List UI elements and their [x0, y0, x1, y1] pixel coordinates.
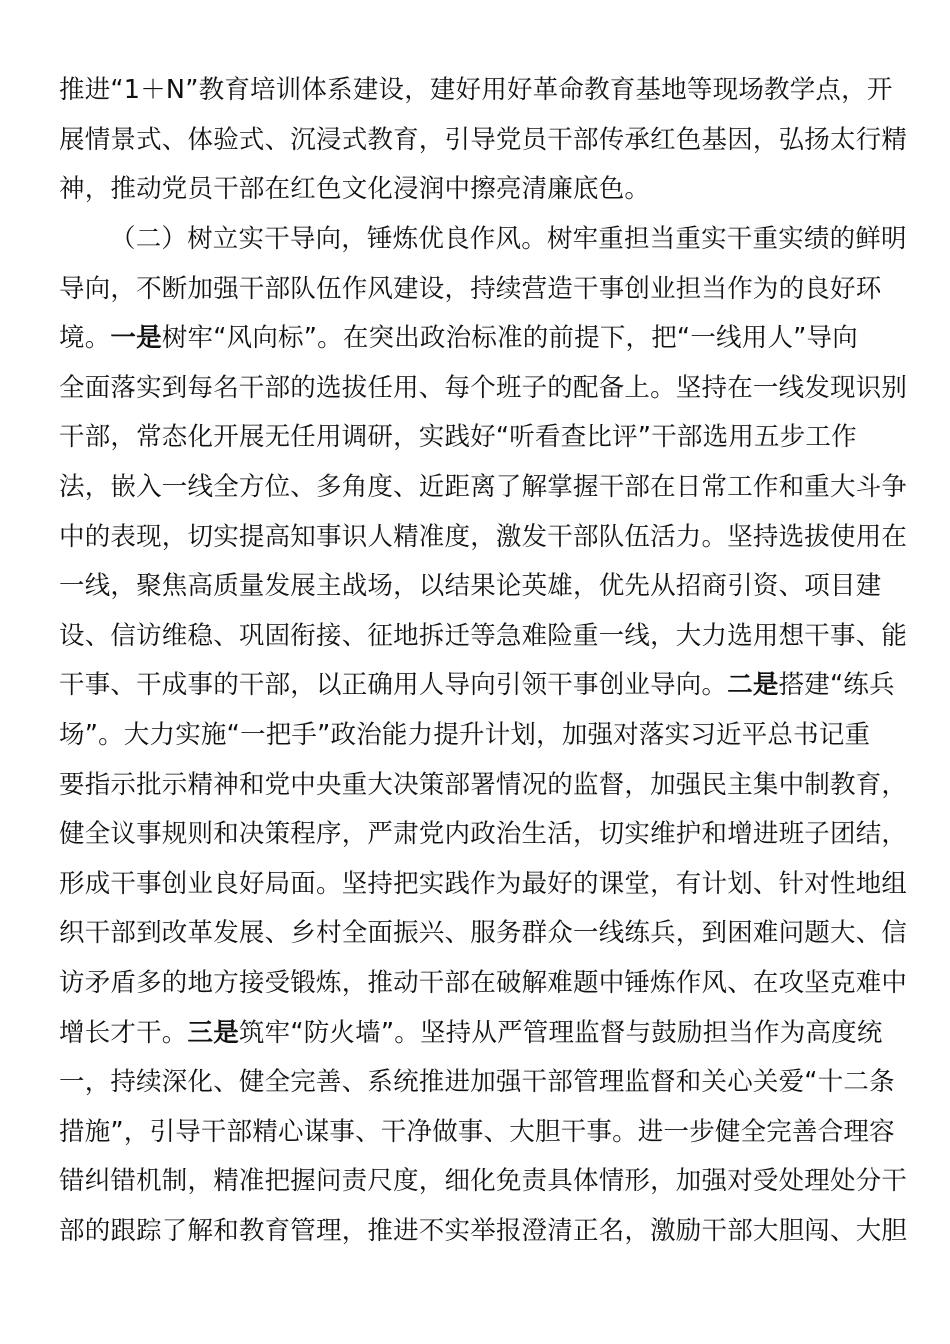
text-run: 形成干事创业良好局面。坚持把实践作为最好的课堂，有计划、针对性地组 [59, 869, 908, 899]
text-run: 导向，不断加强干部队伍作风建设，持续营造干事创业担当作为的良好环 [59, 274, 882, 304]
text-run: 推进“1＋N”教育培训体系建设，建好用好革命教育基地等现场教学点，开 [59, 75, 893, 105]
text-line [59, 963, 908, 1003]
text-line [59, 517, 908, 557]
text-run: 法，嵌入一线全方位、多角度、近距离了解掌握干部在日常工作和重大斗争 [59, 472, 908, 502]
text-run: 错纠错机制，精准把握问责尺度，细化免责具体情形，加强对受处理处分干 [59, 1166, 908, 1196]
text-run: 场”。大力实施“一把手”政治能力提升计划，加强对落实习近平总书记重 [59, 720, 871, 750]
text-run: 干事、干成事的干部，以正确用人导向引领干事创业导向。 [59, 670, 728, 700]
text-line [59, 269, 882, 309]
text-run: 一线，聚焦高质量发展主战场，以结果论英雄，优先从招商引资、项目建 [59, 571, 882, 601]
text-line [59, 665, 895, 705]
text-line [59, 814, 908, 854]
text-run: 健全议事规则和决策程序，严肃党内政治生活，切实维护和增进班子团结， [59, 819, 908, 849]
text-run: 中的表现，切实提高知事识人精准度，激发干部队伍活力。坚持选拔使用在 [59, 522, 908, 552]
text-run: 措施”，引导干部精心谋事、干净做事、大胆干事。进一步健全完善合理容 [59, 1117, 895, 1147]
text-run: 增长才干。 [59, 1018, 188, 1048]
text-line [59, 616, 908, 656]
text-line [59, 467, 908, 507]
text-line [59, 368, 908, 408]
text-line [59, 1112, 895, 1152]
text-run: 筑牢“防火墙”。坚持从严管理监督与鼓励担当作为高度统 [238, 1018, 883, 1048]
text-run: 织干部到改革发展、乡村全面振兴、服务群众一线练兵，到困难问题大、信 [59, 918, 908, 948]
paragraph-heading-line [110, 219, 907, 259]
text-line [59, 120, 908, 160]
text-run: 设、信访维稳、巩固衔接、征地拆迁等急难险重一线，大力选用想干事、能 [59, 621, 908, 651]
text-run: 树牢“风向标”。在突出政治标准的前提下，把“一线用人”导向 [161, 323, 858, 353]
bold-lead-in: 一是 [110, 323, 162, 353]
text-line [59, 1013, 883, 1053]
text-line [59, 566, 882, 606]
text-line [59, 765, 908, 805]
text-line [59, 913, 908, 953]
text-run: 全面落实到每名干部的选拔任用、每个班子的配备上。坚持在一线发现识别 [59, 373, 908, 403]
bold-lead-in: 三是 [187, 1018, 239, 1048]
text-run: （二）树立实干导向，锤炼优良作风。树牢重担当重实干重实绩的鲜明 [110, 224, 907, 254]
text-run: 要指示批示精神和党中央重大决策部署情况的监督，加强民主集中制教育， [59, 770, 908, 800]
text-run: 干部，常态化开展无任用调研，实践好“听看查比评”干部选用五步工作 [59, 422, 857, 452]
bold-lead-in: 二是 [727, 670, 779, 700]
text-line [59, 417, 879, 457]
text-run: 部的跟踪了解和教育管理，推进不实举报澄清正名，激励干部大胆闯、大胆 [59, 1216, 908, 1246]
text-run: 境。 [59, 323, 111, 353]
text-line [59, 1211, 908, 1251]
text-line [59, 1062, 895, 1102]
text-line [59, 169, 879, 209]
text-line [59, 70, 893, 110]
text-run: 一，持续深化、健全完善、系统推进加强干部管理监督和关心关爱“十二条 [59, 1067, 895, 1097]
text-line [59, 864, 908, 904]
text-run: 搭建“练兵 [778, 670, 895, 700]
text-run: 神，推动党员干部在红色文化浸润中擦亮清廉底色。 [59, 174, 651, 204]
text-line [59, 1161, 908, 1201]
text-run: 访矛盾多的地方接受锻炼，推动干部在破解难题中锤炼作风、在攻坚克难中 [59, 968, 908, 998]
text-line [59, 318, 879, 358]
text-run: 展情景式、体验式、沉浸式教育，引导党员干部传承红色基因，弘扬太行精 [59, 125, 908, 155]
text-line [59, 715, 879, 755]
